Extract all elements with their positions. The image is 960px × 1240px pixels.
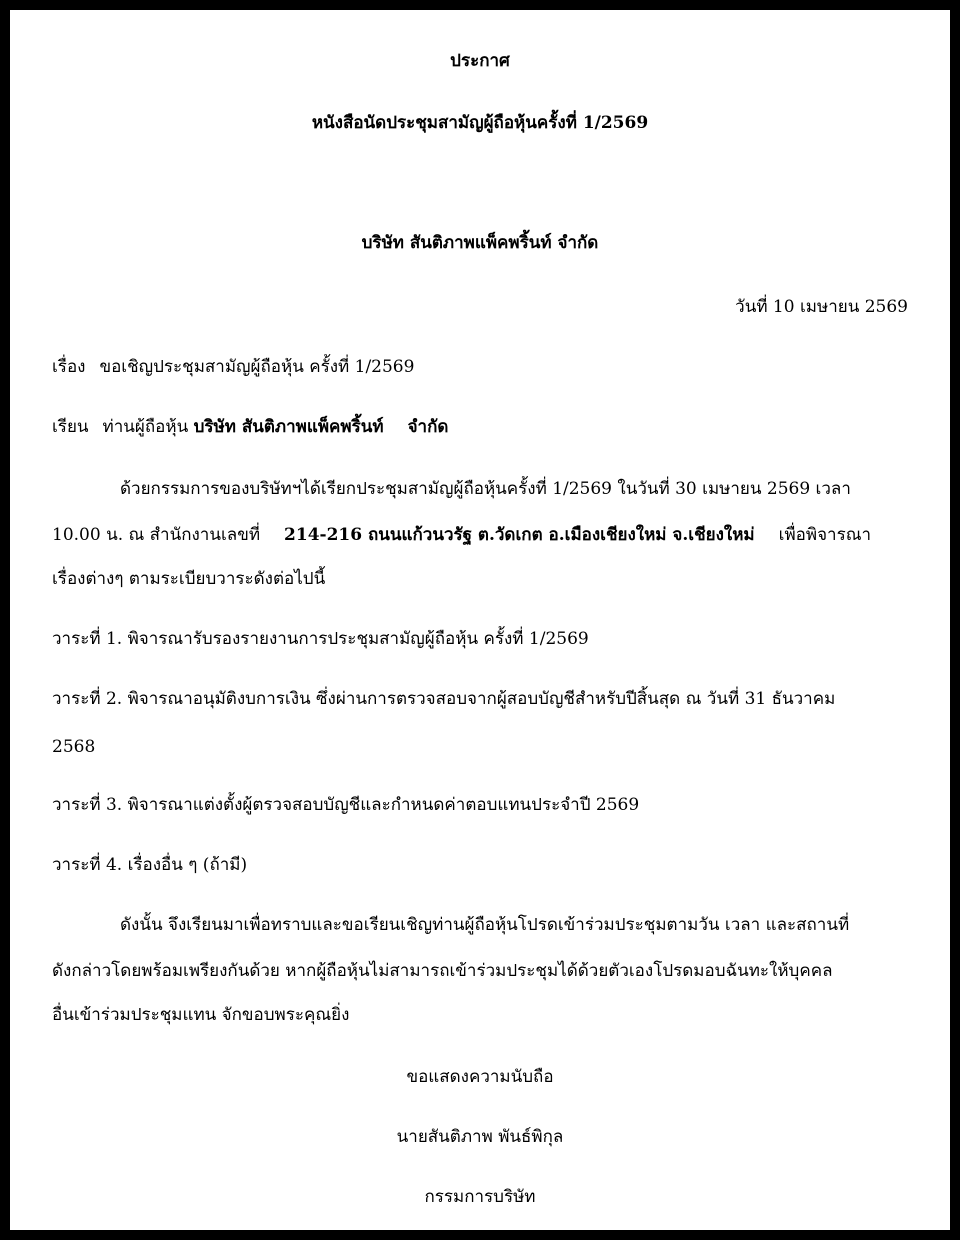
signatory-name: นายสันติภาพ พันธ์พิกุล: [396, 1127, 564, 1147]
recipient-prefix: ท่านผู้ถือหุ้น: [102, 417, 189, 437]
meeting-address: 214-216 ถนนแก้วนวรัฐ ต.วัดเกต อ.เมืองเชียงใหม่ จ.เชียงใหม่: [284, 525, 755, 545]
intro-line-1: ด้วยกรรมการของบริษัทฯได้เรียกประชุมสามัญผู้ถือหุ้นครั้งที่ 1/2569 ในวันที่ 30 เมษายน 2569 เวลา: [120, 479, 851, 499]
closing-line-2: ดังกล่าวโดยพร้อมเพรียงกันด้วย หากผู้ถือหุ้นไม่สามารถเข้าร่วมประชุมได้ด้วยตัวเองโปรดมอบฉันทะให้บุคคล: [52, 961, 833, 981]
subject-label: เรื่อง: [52, 357, 86, 377]
subject-line: [52, 356, 414, 378]
recipient-label: เรียน: [52, 417, 89, 437]
agenda-item-2-continued: 2568: [52, 737, 96, 757]
document-page: [10, 10, 950, 1230]
agenda-item-2: วาระที่ 2. พิจารณาอนุมัติงบการเงิน ซึ่งผ่านการตรวจสอบจากผู้สอบบัญชีสำหรับปีสิ้นสุด ณ วันที่ 31 ธันวาคม: [52, 689, 836, 709]
recipient-line: [52, 416, 448, 438]
intro-time-place: 10.00 น. ณ สำนักงานเลขที่: [52, 525, 261, 545]
agenda-item-3: วาระที่ 3. พิจารณาแต่งตั้งผู้ตรวจสอบบัญชีและกำหนดค่าตอบแทนประจำปี 2569: [52, 795, 640, 815]
announcement-heading: ประกาศ: [450, 51, 510, 71]
intro-purpose: เพื่อพิจารณา: [778, 525, 872, 545]
subject-text: ขอเชิญประชุมสามัญผู้ถือหุ้น ครั้งที่ 1/2569: [99, 357, 415, 377]
closing-line-1: ดังนั้น จึงเรียนมาเพื่อทราบและขอเรียนเชิญท่านผู้ถือหุ้นโปรดเข้าร่วมประชุมตามวัน เวลา และสถานที่: [120, 915, 850, 935]
document-title: หนังสือนัดประชุมสามัญผู้ถือหุ้นครั้งที่ 1/2569: [311, 113, 649, 133]
agenda-item-4: วาระที่ 4. เรื่องอื่น ๆ (ถ้ามี): [52, 855, 248, 875]
agenda-item-1: วาระที่ 1. พิจารณารับรองรายงานการประชุมสามัญผู้ถือหุ้น ครั้งที่ 1/2569: [52, 629, 589, 649]
intro-line-3: เรื่องต่างๆ ตามระเบียบวาระดังต่อไปนี้: [52, 569, 326, 589]
document-date: วันที่ 10 เมษายน 2569: [735, 297, 908, 317]
recipient-company: บริษัท สันติภาพแพ็คพริ้นท์: [193, 417, 384, 437]
intro-line-2: [52, 524, 871, 546]
company-name: บริษัท สันติภาพแพ็คพริ้นท์ จำกัด: [361, 233, 599, 253]
signatory-position: กรรมการบริษัท: [424, 1187, 536, 1207]
recipient-suffix: จำกัด: [407, 417, 449, 437]
regards: ขอแสดงความนับถือ: [406, 1067, 554, 1087]
closing-line-3: อื่นเข้าร่วมประชุมแทน จักขอบพระคุณยิ่ง: [52, 1005, 350, 1025]
